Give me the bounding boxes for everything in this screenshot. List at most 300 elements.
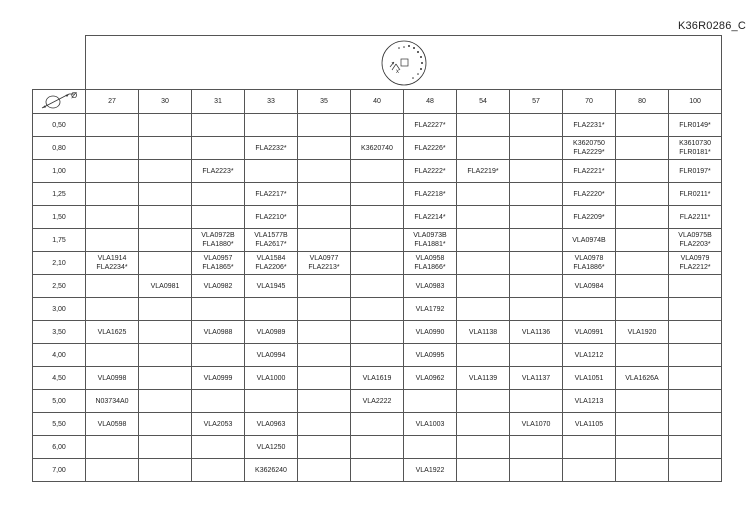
table-cell [669, 367, 722, 390]
table-cell [404, 459, 457, 482]
column-header-70: 70 [563, 90, 616, 114]
table-cell [616, 229, 669, 252]
table-cell [245, 183, 298, 206]
row-thickness-label: 5,50 [33, 413, 86, 436]
cell-line: FLA2617* [255, 241, 287, 248]
table-cell [298, 252, 351, 275]
table-cell [457, 114, 510, 137]
table-row [33, 321, 722, 344]
table-cell [510, 413, 563, 436]
table-cell [86, 367, 139, 390]
cell-line: VLA1914 [97, 255, 127, 262]
table-cell [669, 275, 722, 298]
table-cell [616, 206, 669, 229]
table-cell [298, 459, 351, 482]
table-cell [510, 459, 563, 482]
table-cell [351, 275, 404, 298]
table-cell [351, 206, 404, 229]
table-cell [245, 459, 298, 482]
table-cell [298, 390, 351, 413]
plate-reference-table [32, 35, 722, 482]
table-cell [139, 183, 192, 206]
table-cell [192, 114, 245, 137]
cell-line: VLA1000 [256, 374, 286, 382]
table-cell [86, 275, 139, 298]
cell-line: K3626240 [255, 466, 287, 474]
column-header-33: 33 [245, 90, 298, 114]
table-cell [563, 275, 616, 298]
table-cell [86, 298, 139, 321]
cell-line: VLA0972B [201, 232, 235, 239]
row-thickness-label: 1,50 [33, 206, 86, 229]
cell-line: FLA2220* [573, 190, 605, 198]
table-cell [563, 459, 616, 482]
table-cell [351, 183, 404, 206]
row-thickness-label: 1,75 [33, 229, 86, 252]
cell-line: VLA1920 [627, 328, 657, 336]
table-cell [616, 459, 669, 482]
table-row [33, 344, 722, 367]
column-header-80: 80 [616, 90, 669, 114]
cell-line: FLA2219* [467, 167, 499, 175]
table-cell [616, 252, 669, 275]
table-cell [616, 160, 669, 183]
table-row [33, 229, 722, 252]
table-cell [351, 229, 404, 252]
table-cell [563, 183, 616, 206]
table-row [33, 137, 722, 160]
cell-line: VLA0978 [574, 255, 604, 262]
table-cell [510, 367, 563, 390]
document-code: K36R0286_C [677, 20, 746, 32]
table-cell [669, 459, 722, 482]
cell-line: FLA1865* [202, 264, 234, 271]
cell-line: VLA1792 [415, 305, 445, 313]
table-cell [669, 436, 722, 459]
table-cell [563, 344, 616, 367]
cell-line: VLA0975B [678, 232, 712, 239]
table-cell [298, 321, 351, 344]
table-cell [86, 436, 139, 459]
table-cell [298, 137, 351, 160]
table-cell [245, 252, 298, 275]
table-cell [86, 183, 139, 206]
cell-line: VLA0981 [150, 282, 180, 290]
table-cell [139, 321, 192, 344]
cell-line: VLA0962 [415, 374, 445, 382]
cell-line: VLA0989 [256, 328, 286, 336]
cell-line: VLA0974B [572, 236, 606, 244]
table-row [33, 459, 722, 482]
cell-line: FLA2206* [255, 264, 287, 271]
table-cell [139, 298, 192, 321]
table-cell [192, 367, 245, 390]
cell-line: VLA0984 [574, 282, 604, 290]
cell-line: VLA1105 [574, 420, 604, 428]
column-header-35: 35 [298, 90, 351, 114]
cell-line: FLA2226* [414, 144, 446, 152]
cell-line: VLA0598 [97, 420, 127, 428]
cell-line: VLA2053 [203, 420, 233, 428]
table-cell [457, 413, 510, 436]
cell-line: VLA1945 [256, 282, 286, 290]
table-cell [139, 459, 192, 482]
table-cell [351, 436, 404, 459]
table-cell [563, 206, 616, 229]
table-cell [298, 275, 351, 298]
column-header-27: 27 [86, 90, 139, 114]
table-cell [245, 344, 298, 367]
table-cell [457, 321, 510, 344]
row-thickness-label: 2,10 [33, 252, 86, 275]
table-cell [192, 459, 245, 482]
table-cell [245, 413, 298, 436]
table-cell [351, 298, 404, 321]
cell-line: VLA0999 [203, 374, 233, 382]
table-cell [510, 390, 563, 413]
cell-line: FLR0211* [679, 190, 711, 198]
table-cell [510, 206, 563, 229]
row-thickness-label: 3,00 [33, 298, 86, 321]
table-cell [457, 183, 510, 206]
cell-line: VLA1625 [97, 328, 127, 336]
table-cell [563, 298, 616, 321]
cell-line: FLA2218* [414, 190, 446, 198]
table-cell [669, 160, 722, 183]
table-cell [510, 436, 563, 459]
cell-line: FLA1880* [202, 241, 234, 248]
table-cell [298, 114, 351, 137]
table-cell [404, 183, 457, 206]
table-cell [510, 229, 563, 252]
cell-line: VLA1070 [521, 420, 551, 428]
table-cell [457, 459, 510, 482]
table-cell [457, 160, 510, 183]
table-cell [298, 160, 351, 183]
cell-line: VLA1213 [574, 397, 604, 405]
table-cell [298, 436, 351, 459]
table-cell [298, 206, 351, 229]
row-thickness-label: 1,00 [33, 160, 86, 183]
cell-line: VLA1922 [415, 466, 445, 474]
table-cell [245, 160, 298, 183]
table-cell [192, 275, 245, 298]
table-cell [192, 321, 245, 344]
table-cell [86, 137, 139, 160]
cell-line: VLA0957 [203, 255, 233, 262]
table-cell [139, 114, 192, 137]
cell-line: VLA1577B [254, 232, 288, 239]
table-row [33, 390, 722, 413]
table-cell [192, 390, 245, 413]
row-thickness-label: 5,00 [33, 390, 86, 413]
table-cell [404, 390, 457, 413]
cell-line: FLA2232* [255, 144, 287, 152]
table-cell [669, 183, 722, 206]
table-cell [86, 160, 139, 183]
cell-line: VLA2222 [362, 397, 392, 405]
svg-text:x: x [395, 68, 399, 75]
table-cell [404, 229, 457, 252]
table-cell [457, 137, 510, 160]
table-cell [245, 390, 298, 413]
table-cell [669, 344, 722, 367]
hole-pattern-cell [86, 36, 722, 90]
row-thickness-label: 0,80 [33, 137, 86, 160]
table-cell [404, 206, 457, 229]
cell-line: FLA2214* [414, 213, 446, 221]
row-thickness-label: 2,50 [33, 275, 86, 298]
cell-line: FLR0149* [679, 121, 711, 129]
table-cell [457, 298, 510, 321]
table-cell [616, 114, 669, 137]
cell-line: FLA2209* [573, 213, 605, 221]
table-cell [351, 367, 404, 390]
table-cell [86, 206, 139, 229]
row-thickness-label: 6,00 [33, 436, 86, 459]
table-cell [616, 137, 669, 160]
table-cell [192, 344, 245, 367]
table-cell [192, 298, 245, 321]
cell-line: VLA0994 [256, 351, 286, 359]
cell-line: K3620750 [573, 140, 605, 147]
table-cell [510, 160, 563, 183]
table-cell [563, 160, 616, 183]
cell-line: VLA1139 [468, 374, 498, 382]
table-cell [298, 344, 351, 367]
table-cell [192, 137, 245, 160]
cell-line: FLA2213* [308, 264, 340, 271]
table-cell [139, 436, 192, 459]
table-cell [192, 413, 245, 436]
table-cell [563, 114, 616, 137]
table-cell [351, 344, 404, 367]
table-cell [404, 413, 457, 436]
column-header-30: 30 [139, 90, 192, 114]
table-cell [86, 344, 139, 367]
table-cell [616, 367, 669, 390]
table-cell [404, 114, 457, 137]
table-cell [669, 206, 722, 229]
table-cell [616, 436, 669, 459]
table-cell [669, 229, 722, 252]
table-cell [245, 229, 298, 252]
cell-line: FLA2229* [573, 149, 605, 156]
table-cell [616, 298, 669, 321]
perforated-disc-icon [376, 38, 432, 88]
table-cell [139, 160, 192, 183]
column-header-100: 100 [669, 90, 722, 114]
table-cell [563, 252, 616, 275]
table-cell [404, 160, 457, 183]
column-header-48: 48 [404, 90, 457, 114]
table-cell [563, 436, 616, 459]
table-cell [192, 252, 245, 275]
table-cell [86, 390, 139, 413]
cell-line: VLA0983 [415, 282, 445, 290]
cell-line: VLA1137 [521, 374, 551, 382]
cell-line: VLA0973B [413, 232, 447, 239]
table-cell [245, 206, 298, 229]
cell-line: FLA2227* [414, 121, 446, 129]
table-row [33, 298, 722, 321]
cell-line: VLA1619 [362, 374, 392, 382]
pattern-row [33, 36, 722, 90]
table-cell [563, 367, 616, 390]
table-cell [616, 321, 669, 344]
cell-line: VLA0995 [415, 351, 445, 359]
table-cell [457, 367, 510, 390]
table-cell [139, 413, 192, 436]
table-row [33, 252, 722, 275]
table-cell [245, 321, 298, 344]
table-cell [404, 367, 457, 390]
table-cell [404, 137, 457, 160]
table-cell [245, 436, 298, 459]
cell-line: VLA0963 [256, 420, 286, 428]
cell-line: FLA2217* [255, 190, 287, 198]
table-cell [563, 229, 616, 252]
cell-line: VLA0991 [574, 328, 604, 336]
cell-line: VLA0998 [97, 374, 127, 382]
table-row [33, 367, 722, 390]
table-cell [669, 137, 722, 160]
table-cell [404, 436, 457, 459]
cell-line: VLA0977 [309, 255, 339, 262]
cell-line: VLA0958 [415, 255, 445, 262]
table-cell [139, 390, 192, 413]
table-cell [669, 252, 722, 275]
cell-line: FLA2212* [679, 264, 711, 271]
table-cell [510, 298, 563, 321]
table-cell [86, 413, 139, 436]
table-cell [298, 183, 351, 206]
row-thickness-label: 4,00 [33, 344, 86, 367]
table-cell [245, 275, 298, 298]
table-cell [351, 459, 404, 482]
table-cell [616, 183, 669, 206]
table-cell [192, 160, 245, 183]
table-cell [616, 344, 669, 367]
table-cell [351, 137, 404, 160]
table-cell [563, 137, 616, 160]
table-cell [669, 413, 722, 436]
table-cell [510, 321, 563, 344]
row-thickness-label: 4,50 [33, 367, 86, 390]
table-cell [457, 344, 510, 367]
table-row [33, 413, 722, 436]
table-cell [457, 390, 510, 413]
table-cell [669, 390, 722, 413]
table-row [33, 206, 722, 229]
table-cell [669, 114, 722, 137]
cell-line: N03734A0 [95, 397, 129, 405]
table-row [33, 183, 722, 206]
table-cell [404, 252, 457, 275]
svg-text:Ø: Ø [71, 91, 78, 100]
cell-line: FLA2221* [573, 167, 605, 175]
table-cell [457, 275, 510, 298]
table-cell [139, 367, 192, 390]
table-cell [563, 413, 616, 436]
table-cell [139, 275, 192, 298]
table-cell [245, 137, 298, 160]
table-cell [192, 183, 245, 206]
table-cell [139, 206, 192, 229]
column-header-54: 54 [457, 90, 510, 114]
cell-line: VLA1212 [574, 351, 604, 359]
cell-line: FLA1881* [414, 241, 446, 248]
table-cell [192, 206, 245, 229]
cell-line: FLA2210* [255, 213, 287, 221]
cell-line: FLA2211* [679, 213, 711, 221]
table-cell [404, 275, 457, 298]
table-cell [298, 298, 351, 321]
table-row [33, 436, 722, 459]
table-cell [510, 137, 563, 160]
thickness-diameter-icon [37, 90, 81, 110]
table-cell [245, 367, 298, 390]
cell-line: FLA2222* [414, 167, 446, 175]
table-cell [86, 114, 139, 137]
table-cell [457, 252, 510, 275]
table-cell [298, 367, 351, 390]
table-cell [457, 436, 510, 459]
cell-line: VLA1626A [625, 374, 659, 382]
cell-line: K3610730 [679, 140, 711, 147]
column-header-31: 31 [192, 90, 245, 114]
table-cell [351, 390, 404, 413]
thickness-diameter-header [33, 90, 86, 114]
cell-line: FLA2231* [573, 121, 605, 129]
table-cell [404, 321, 457, 344]
cell-line: FLA2203* [679, 241, 711, 248]
column-header-40: 40 [351, 90, 404, 114]
table-cell [351, 413, 404, 436]
table-cell [563, 321, 616, 344]
table-cell [351, 321, 404, 344]
table-cell [86, 229, 139, 252]
cell-line: FLR0197* [679, 167, 711, 175]
table-cell [510, 344, 563, 367]
table-cell [298, 413, 351, 436]
column-header-row [33, 90, 722, 114]
cell-line: K3620740 [361, 144, 393, 152]
cell-line: FLA2223* [202, 167, 234, 175]
cell-line: VLA1136 [521, 328, 551, 336]
table-cell [669, 298, 722, 321]
table-cell [245, 298, 298, 321]
table-cell [351, 252, 404, 275]
table-cell [404, 344, 457, 367]
cell-line: FLA2234* [96, 264, 128, 271]
cell-line: VLA0982 [203, 282, 233, 290]
cell-line: FLA1866* [414, 264, 446, 271]
table-row [33, 114, 722, 137]
table-cell [245, 114, 298, 137]
table-cell [351, 160, 404, 183]
table-cell [86, 252, 139, 275]
table-cell [139, 137, 192, 160]
table-cell [139, 252, 192, 275]
cell-line: FLR0181* [679, 149, 711, 156]
table-cell [139, 229, 192, 252]
table-cell [616, 275, 669, 298]
row-thickness-label: 1,25 [33, 183, 86, 206]
table-cell [616, 390, 669, 413]
cell-line: VLA1003 [415, 420, 445, 428]
corner-blank [33, 36, 86, 90]
